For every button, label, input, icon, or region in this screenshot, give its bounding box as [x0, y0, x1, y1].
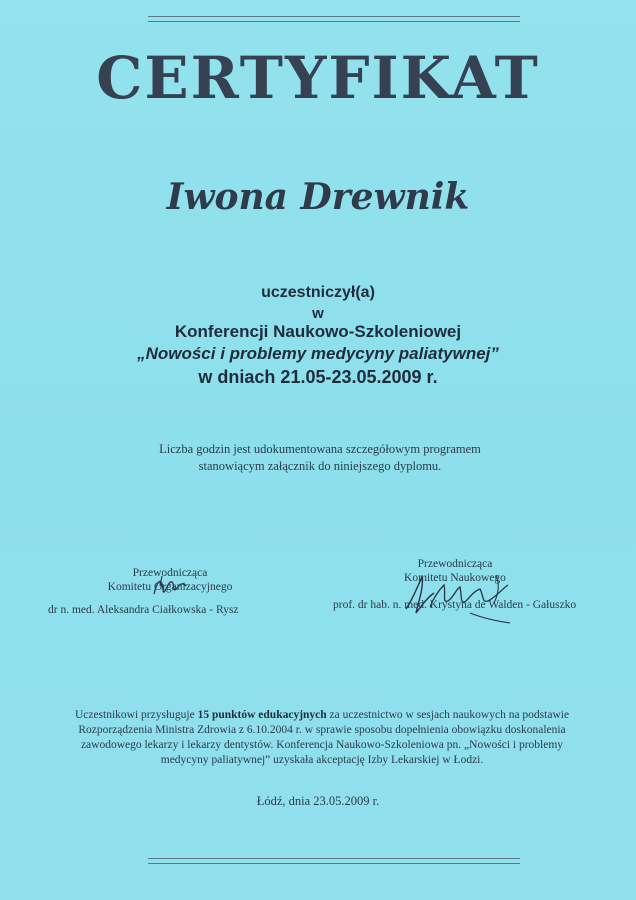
handwritten-signature-right — [400, 567, 520, 627]
points-info — [64, 708, 580, 768]
points-info-part1: Uczestnikowi przysługuje — [74, 709, 198, 721]
recipient-name: Iwona Drewnik — [166, 176, 470, 218]
bottom-rule — [148, 858, 520, 864]
handwritten-signature-left — [150, 574, 190, 600]
event-type: Konferencji Naukowo-Szkoleniowej — [174, 322, 462, 341]
points-info-points: 15 punktów edukacyjnych — [197, 709, 327, 721]
signature-left-role-line1: Przewodnicząca — [132, 567, 208, 579]
event-dates: w dniach 21.05-23.05.2009 r. — [198, 367, 438, 387]
signature-left-name: dr n. med. Aleksandra Ciałkowska - Rysz — [48, 604, 239, 616]
preposition-text: w — [312, 305, 324, 322]
place-and-date: Łódź, dnia 23.05.2009 r. — [256, 794, 380, 808]
points-info-part2: za uczestnictwo w sesjach naukowych na podstawie Rozporządzenia Ministra Zdrowia z 6.10.2004 r. w sprawie sposobu dopełnienia obowiązku doskonalenia zawodowego lekarzy i lekarzy dentystów. Konferencja Naukowo-Szkoleniowa pn. „Nowości i problemy medycyny paliatywnej” uzyskała akceptację Izby Lekarskiej w Łodzi. — [78, 709, 570, 766]
hours-note-line2: stanowiącym załącznik do niniejszego dyplomu. — [198, 459, 442, 473]
signature-left-role-line2: Komitetu Organizacyjnego — [107, 581, 233, 593]
hours-note — [140, 441, 500, 475]
participated-text: uczestniczył(a) — [261, 284, 375, 301]
event-title: „Nowości i problemy medycyny paliatywnej” — [137, 344, 499, 363]
hours-note-line1: Liczba godzin jest udokumentowana szczegółowym programem — [159, 442, 481, 456]
signature-right-role-line1: Przewodnicząca — [417, 558, 493, 570]
signature-right-name: prof. dr hab. n. med. Krystyna de Walden - Gałuszko — [333, 599, 577, 611]
certificate-title: CERTYFIKAT — [96, 44, 540, 112]
top-rule — [148, 16, 520, 22]
signature-right-role-line2: Komitetu Naukowego — [404, 572, 506, 584]
